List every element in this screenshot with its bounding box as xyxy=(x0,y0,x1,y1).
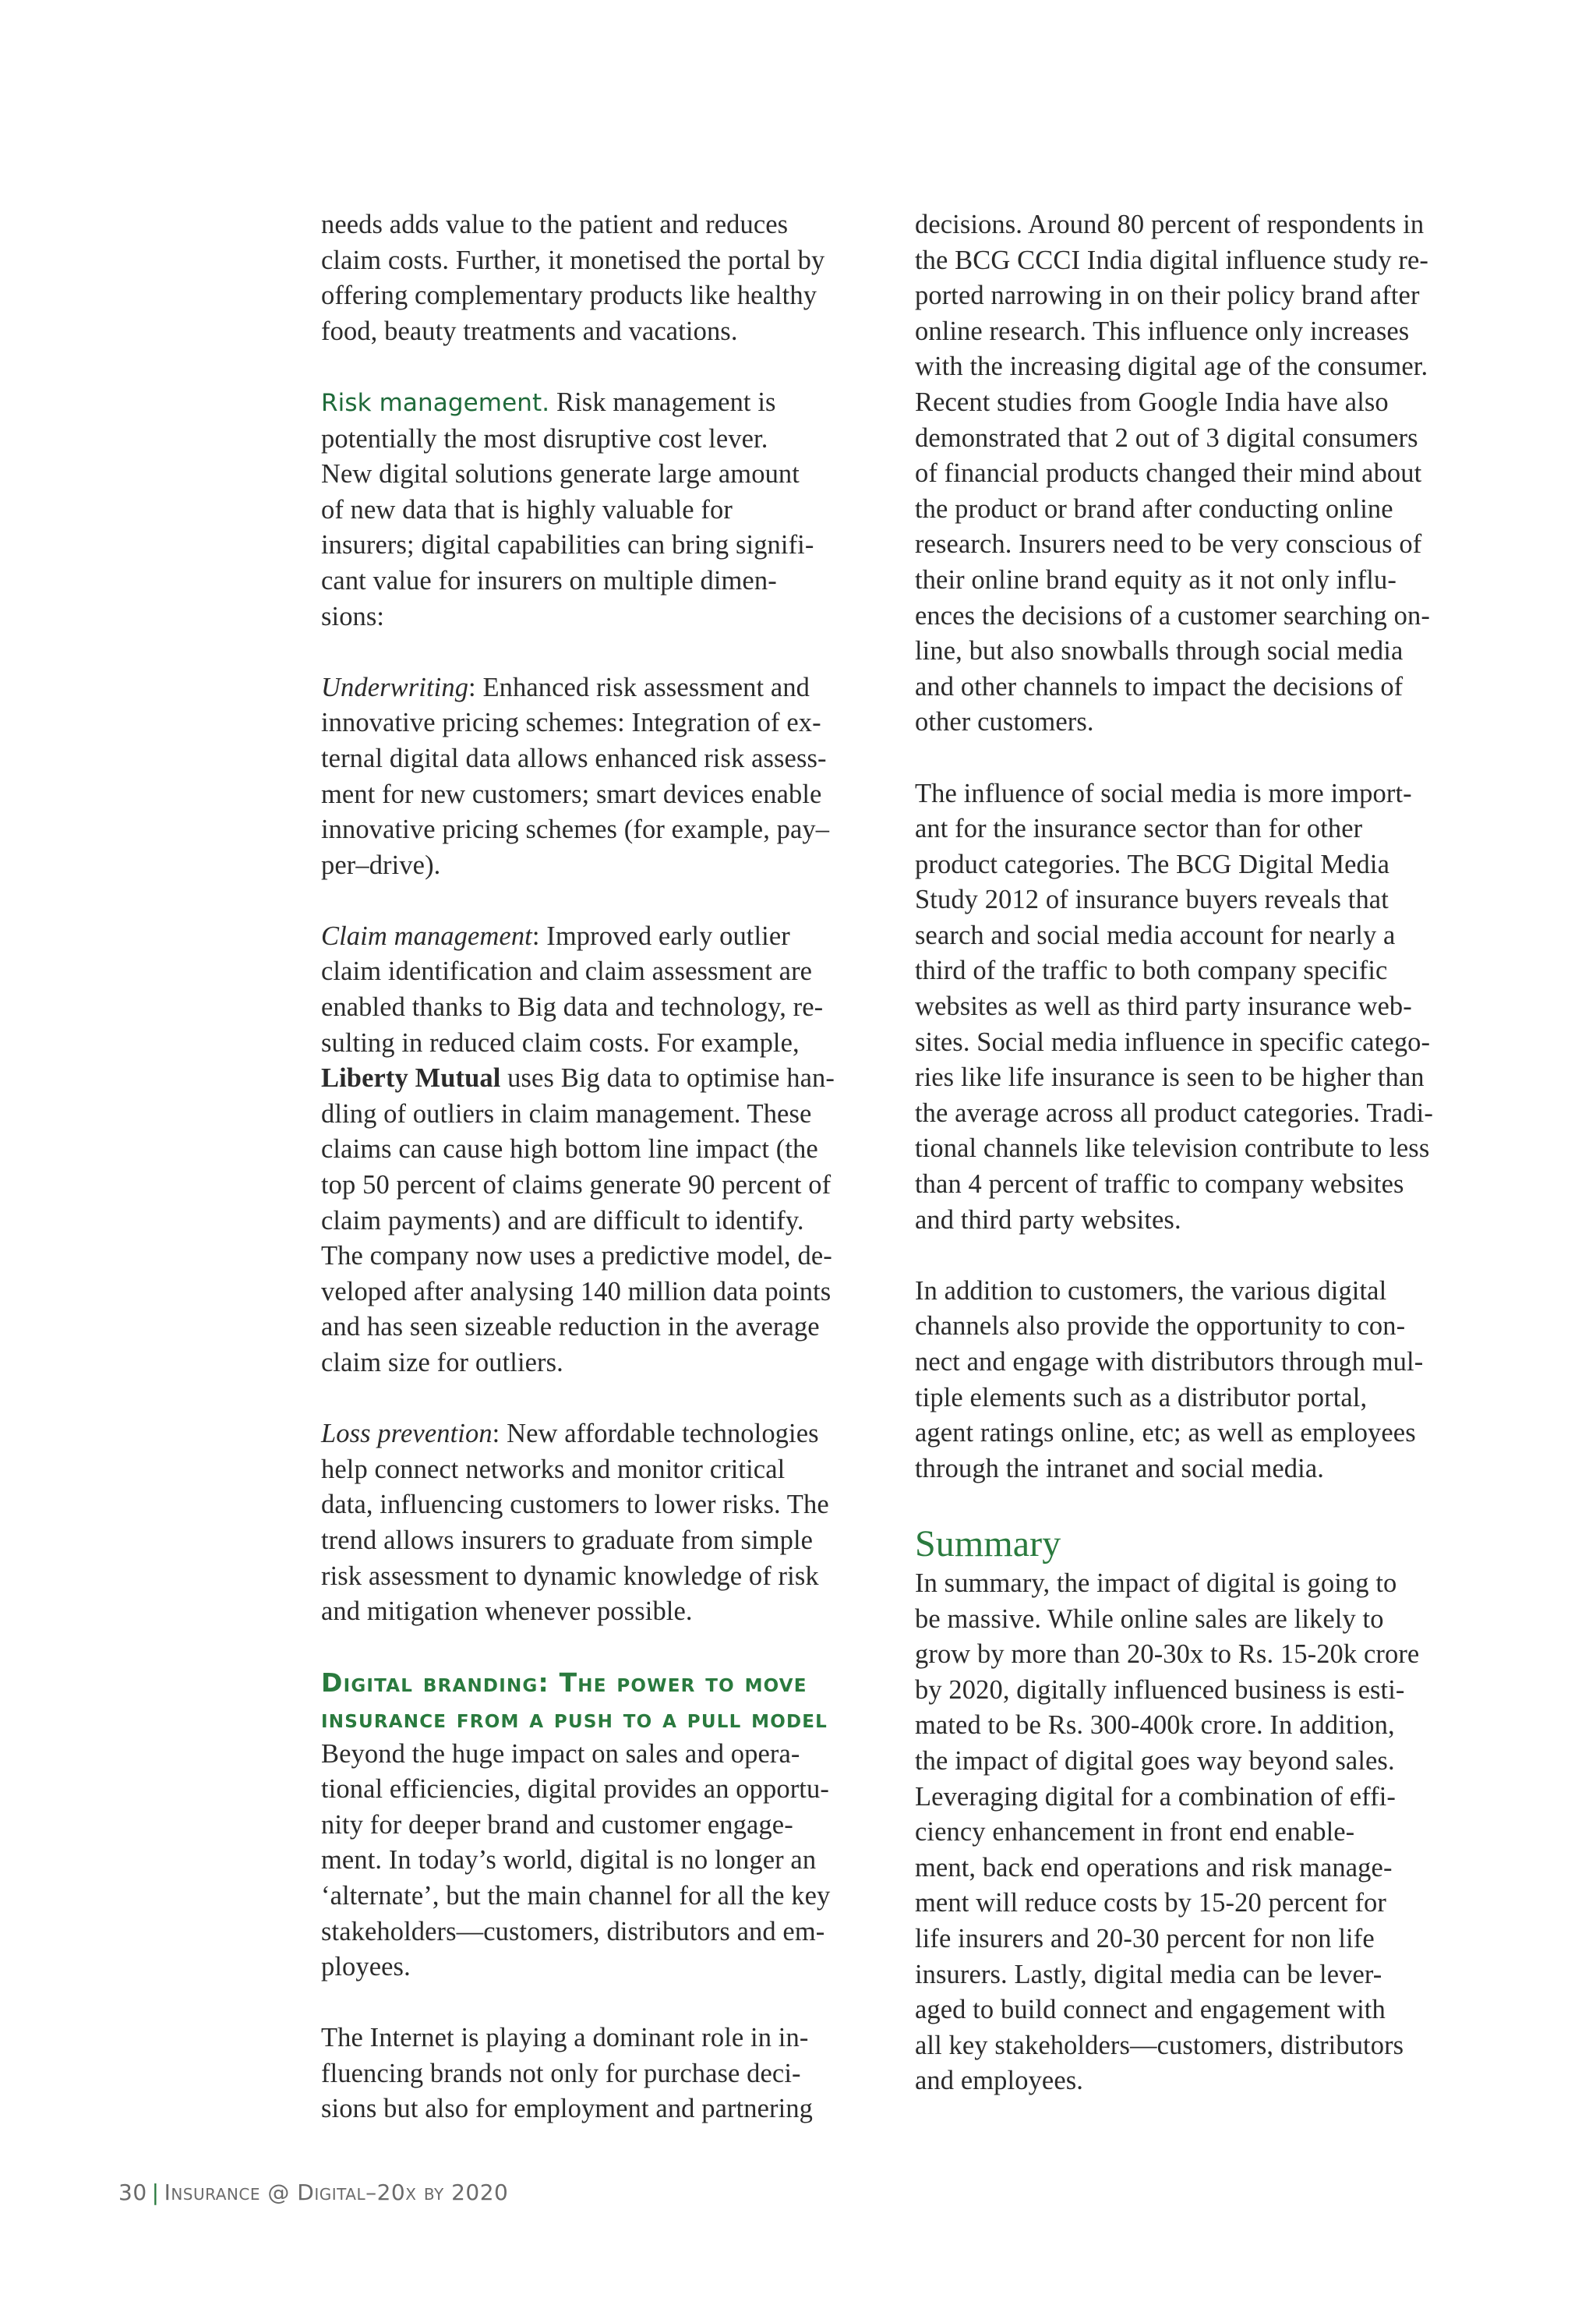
right-column xyxy=(915,207,1482,2134)
digital-branding-heading: Digital branding: The power to move insurance from a push to a pull model xyxy=(321,1667,828,1734)
paragraph-loss-prevention xyxy=(321,1416,884,1630)
paragraph-distributors: In addition to customers, the various digital channels also provide the opportunity to con- nect and engage with distributors through mul- tiple elements such as a distributor portal, agent ratings online, etc; as well as employees through the intranet and social media. xyxy=(915,1275,1424,1483)
page-number: 30 xyxy=(118,2180,147,2205)
risk-management-body: Risk management is potentially the most disruptive cost lever. New digital solutions generate large amount of new data that is highly valuable for insurers; digital capabilities can bring signifi- cant value for insurers on multiple dimen- sions: xyxy=(321,387,814,631)
underwriting-body: : Enhanced risk assessment and innovative pricing schemes: Integration of ex- ternal digital data allows enhanced risk assess- ment for new customers; smart devices enable innovative pricing schemes (for example, pay– per–drive). xyxy=(321,672,830,880)
paragraph-social-media: The influence of social media is more import- ant for the insurance sector than for other product categories. The BCG Digital Media Study 2012 of insurance buyers reveals that search and social media account for nearly a third of the traffic to both company specific websites as well as third party insurance web- sites. Social media influence in specific catego- ries like life insurance is seen to be higher than the average across all product categories. Tradi- tional channels like television contribute to less than 4 percent of traffic to company websites and third party websites. xyxy=(915,778,1433,1235)
loss-prevention-label: Loss prevention xyxy=(321,1419,493,1449)
paragraph-online-research: decisions. Around 80 percent of respondents in the BCG CCCI India digital influence study re- ported narrowing in on their policy brand after online research. This influence only increases with the increasing digital age of the consumer. Recent studies from Google India have also demonstrated that 2 out of 3 digital consumers of financial products changed their mind about the product or brand after conducting online research. Insurers need to be very conscious of their online brand equity as it not only influ- ences the decisions of a customer searching on- line, but also snowballs through social media and other channels to impact the decisions of other customers. xyxy=(915,210,1430,737)
summary-heading: Summary xyxy=(915,1522,1061,1564)
paragraph-summary: In summary, the impact of digital is going to be massive. While online sales are likely to grow by more than 20-30x to Rs. 15-20k crore by 2020, digitally influenced business is esti- mated to be Rs. 300-400k crore. In addition, the impact of digital goes way beyond sales. Leveraging digital for a combination of effi- ciency enhancement in front end enable- ment, back end operations and risk manage- ment will reduce costs by 15-20 percent for life insurers and 20-30 percent for non life insurers. Lastly, digital media can be lever- aged to build connect and engagement with all key stakeholders—customers, distributors and employees. xyxy=(915,1568,1420,2096)
liberty-mutual-name: Liberty Mutual xyxy=(321,1063,501,1094)
paragraph-claim-management xyxy=(321,919,884,1381)
paragraph-digital-branding: Beyond the huge impact on sales and opera- tional efficiencies, digital provides an opportu- nity for deeper brand and customer engage- ment. In today’s world, digital is no longer an ‘alternate’, but the main channel for all the key stakeholders—customers, distributors and em- ployees. xyxy=(321,1738,831,1982)
paragraph-risk-management xyxy=(321,385,884,635)
paragraph-internet-role: The Internet is playing a dominant role in in- fluencing brands not only for purchase deci- sions but also for employment and partnering xyxy=(321,2023,814,2124)
footer-separator: | xyxy=(151,2180,160,2205)
claim-management-body-2: uses Big data to optimise han- dling of outliers in claim management. These claims can cause high bottom line impact (the top 50 percent of claims generate 90 percent of claim payments) and are difficult to identify. The company now uses a predictive model, de- veloped after analysing 140 million data points and has seen sizeable reduction in the average claim size for outliers. xyxy=(321,1063,835,1377)
paragraph-underwriting xyxy=(321,670,884,884)
risk-management-lead: Risk management. xyxy=(321,388,550,417)
claim-management-body-1: : Improved early outlier claim identification and claim assessment are enabled thanks to Big data and technology, re- sulting in reduced claim costs. For example, xyxy=(321,921,824,1058)
left-column xyxy=(321,207,884,2163)
underwriting-label: Underwriting xyxy=(321,672,469,702)
paragraph-portal-value: needs adds value to the patient and reduces claim costs. Further, it monetised the portal by offering complementary products like healthy food, beauty treatments and vacations. xyxy=(321,210,825,346)
loss-prevention-body: : New affordable technologies help connect networks and monitor critical data, influencing customers to lower risks. The trend allows insurers to graduate from simple risk assessment to dynamic knowledge of risk and mitigation whenever possible. xyxy=(321,1419,829,1627)
footer-title: Insurance @ Digital–20x by 2020 xyxy=(164,2180,509,2205)
page-footer xyxy=(118,2180,508,2205)
claim-management-label: Claim management xyxy=(321,921,532,951)
